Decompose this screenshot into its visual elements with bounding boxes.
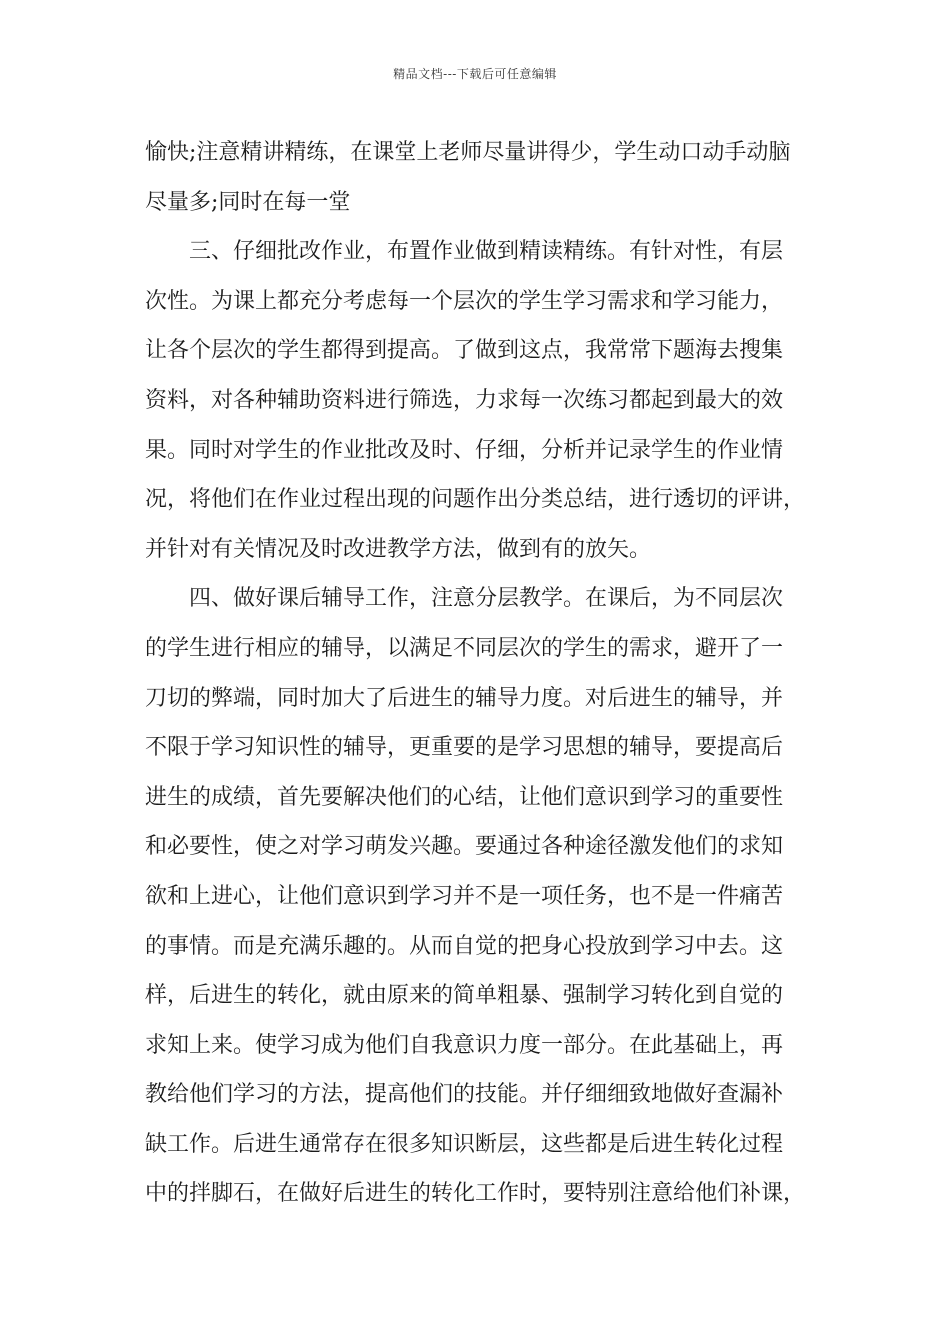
- document-body: [145, 133, 825, 1224]
- text-line: 果。同时对学生的作业批改及时、仔细，分析并记录学生的作业情: [145, 437, 784, 463]
- text-line: 并针对有关情况及时改进教学方法，做到有的放矢。: [145, 536, 652, 562]
- text-line: 况，将他们在作业过程出现的问题作出分类总结，进行透切的评讲，: [145, 487, 806, 513]
- text-line: 样，后进生的转化，就由原来的简单粗暴、强制学习转化到自觉的: [145, 983, 784, 1009]
- paragraph-start-line: 三、仔细批改作业，布置作业做到精读精练。有针对性，有层: [189, 239, 784, 265]
- paragraph-start-line: 四、做好课后辅导工作，注意分层教学。在课后，为不同层次: [189, 586, 784, 612]
- text-line: 进生的成绩，首先要解决他们的心结，让他们意识到学习的重要性: [145, 784, 784, 810]
- text-line: 求知上来。使学习成为他们自我意识力度一部分。在此基础上，再: [145, 1032, 784, 1058]
- text-line: 缺工作。后进生通常存在很多知识断层，这些都是后进生转化过程: [145, 1131, 784, 1157]
- text-line: 刀切的弊端，同时加大了后进生的辅导力度。对后进生的辅导，并: [145, 685, 784, 711]
- text-line: 的事情。而是充满乐趣的。从而自觉的把身心投放到学习中去。这: [145, 933, 784, 959]
- text-line: 让各个层次的学生都得到提高。了做到这点，我常常下题海去搜集: [145, 338, 784, 364]
- text-line: 欲和上进心，让他们意识到学习并不是一项任务，也不是一件痛苦: [145, 883, 784, 909]
- text-line: 愉快;注意精讲精练，在课堂上老师尽量讲得少，学生动口动手动脑: [145, 140, 791, 165]
- text-line: 资料，对各种辅助资料进行筛选，力求每一次练习都起到最大的效: [145, 387, 784, 413]
- text-line: 次性。为课上都充分考虑每一个层次的学生学习需求和学习能力，: [145, 288, 784, 314]
- text-line: 尽量多;同时在每一堂: [145, 189, 351, 215]
- text-line: 中的拌脚石，在做好后进生的转化工作时，要特别注意给他们补课，: [145, 1181, 806, 1207]
- text-line: 和必要性，使之对学习萌发兴趣。要通过各种途径激发他们的求知: [145, 834, 784, 860]
- text-line: 教给他们学习的方法，提高他们的技能。并仔细细致地做好查漏补: [145, 1082, 784, 1108]
- page-header: 精品文档---下载后可任意编辑: [393, 67, 557, 81]
- text-line: 不限于学习知识性的辅导，更重要的是学习思想的辅导，要提高后: [145, 735, 784, 761]
- text-line: 的学生进行相应的辅导，以满足不同层次的学生的需求，避开了一: [145, 635, 784, 661]
